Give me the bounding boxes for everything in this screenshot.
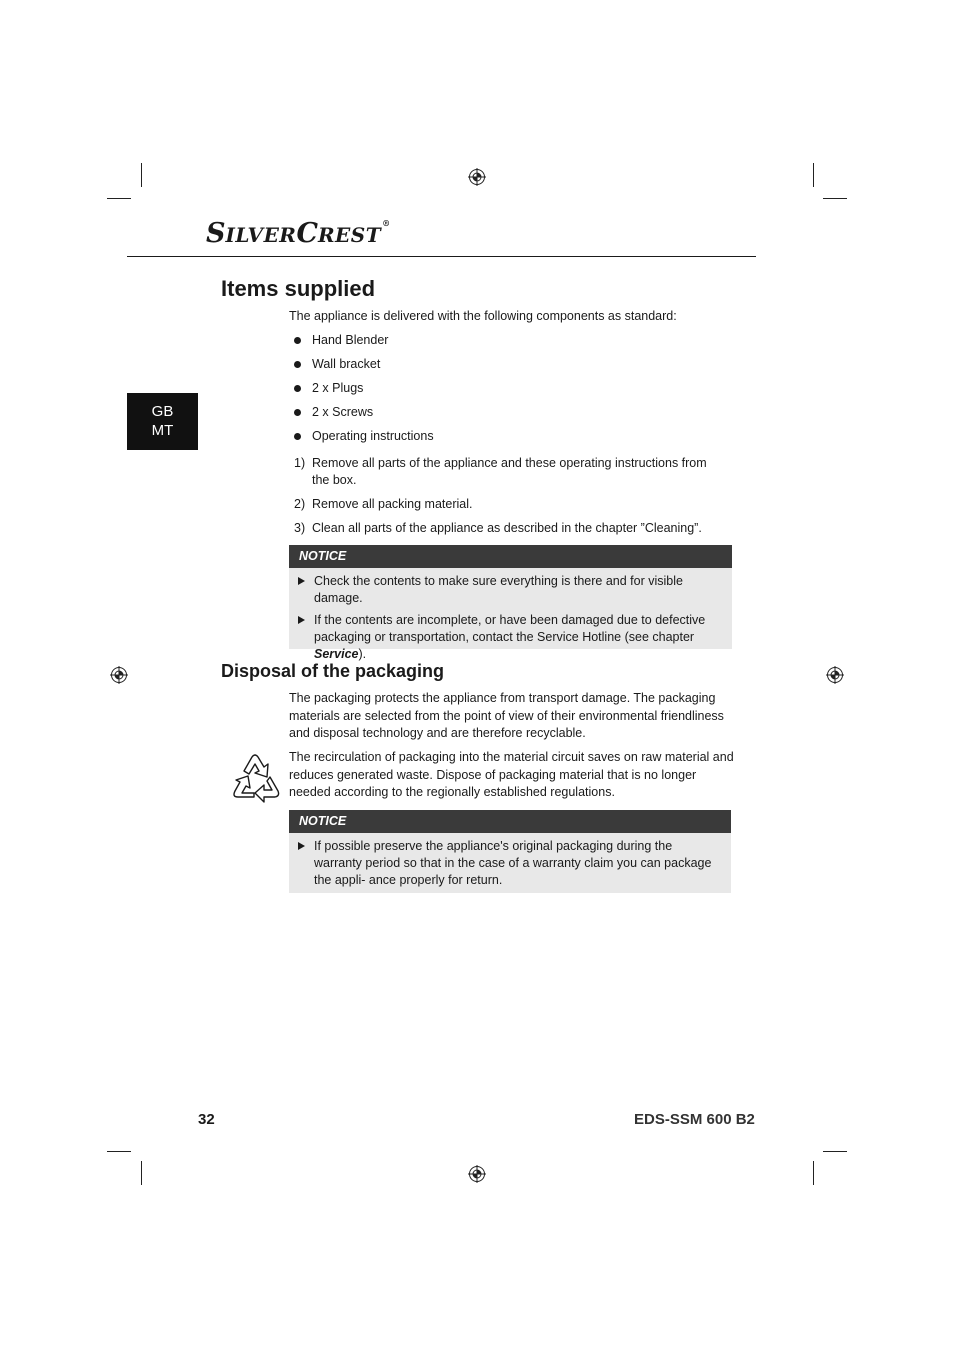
language-tab [127,393,198,450]
bullet-icon [294,361,301,368]
arrow-right-icon [298,842,305,850]
notice-box [289,545,732,661]
section-title-items-supplied: Items supplied [221,276,376,301]
language-code-gb: GB [151,403,174,420]
disposal-paragraph-1: The packaging protects the appliance from transport damage. The packaging materials are selected from the point of view of their environmental friendliness and disposal technology and are therefore recyclable. [289,691,724,740]
notice-item: If the contents are incomplete, or have been damaged due to defective packaging or transportation, contact the Service Hotline (see chapter Service). [289,612,732,663]
bullet-icon [294,337,301,344]
notice-item: Check the contents to make sure everything is there and for visible damage. [289,573,732,607]
notice-label: NOTICE [289,545,732,568]
crop-mark [141,163,142,187]
crop-mark [107,1151,131,1152]
notice-item: If possible preserve the appliance's original packaging during the warranty period so that in the case of a warranty claim you can package the appli- ance properly for return. [289,838,731,889]
crop-mark [813,1161,814,1185]
crop-mark [823,198,847,199]
registration-mark-icon [110,666,128,684]
arrow-right-icon [298,616,305,624]
disposal-paragraph-2: The recirculation of packaging into the material circuit saves on raw material and reduces generated waste. Dispose of packaging material that is no longer needed according to the regionally established regulations. [289,750,734,799]
header-rule [127,256,756,257]
arrow-right-icon [298,577,305,585]
chapter-reference-service: Service [314,647,359,661]
language-code-mt: MT [151,422,174,439]
crop-mark [141,1161,142,1185]
model-number: EDS-SSM 600 B2 [634,1111,755,1128]
silvercrest-logo: SILVERCREST® [206,218,391,249]
bullet-icon [294,385,301,392]
bullet-icon [294,433,301,440]
section-title-disposal: Disposal of the packaging [221,661,445,681]
notice-box [289,810,731,893]
notice-label: NOTICE [289,810,731,833]
registration-mark-icon [468,1165,486,1183]
crop-mark [823,1151,847,1152]
bullet-icon [294,409,301,416]
registration-mark-icon [826,666,844,684]
recycle-icon [226,751,284,806]
registration-mark-icon [468,168,486,186]
page-number: 32 [198,1111,215,1128]
crop-mark [107,198,131,199]
intro-text: The appliance is delivered with the following components as standard: [289,309,677,323]
crop-mark [813,163,814,187]
